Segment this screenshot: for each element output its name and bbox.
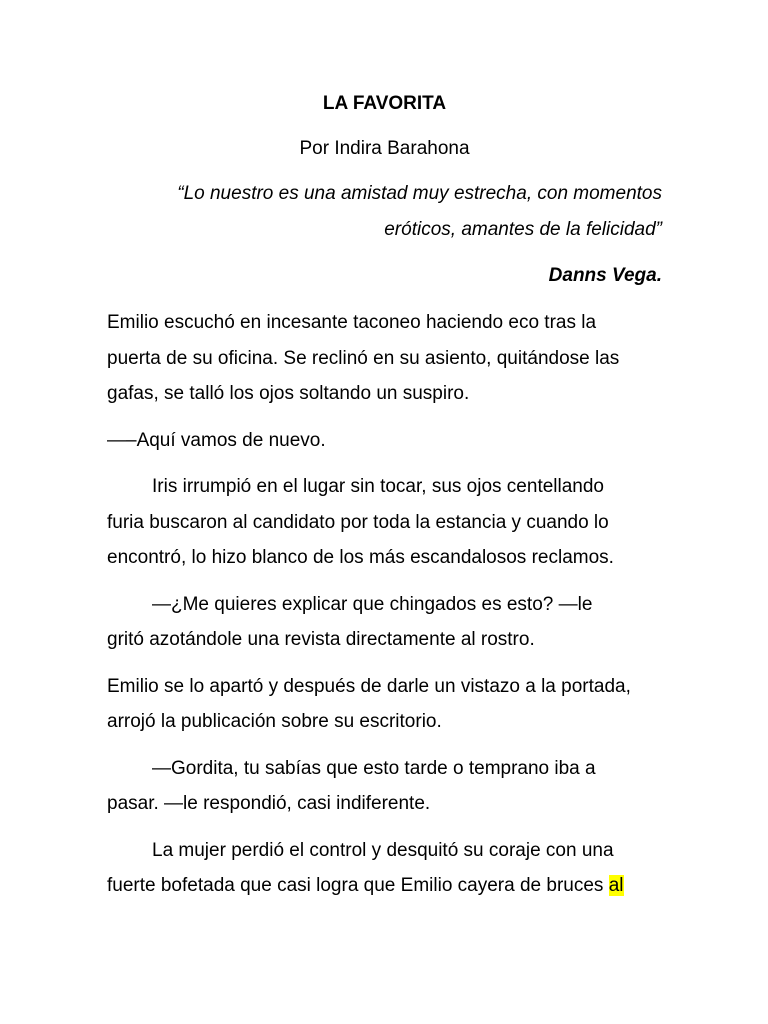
paragraph [107, 587, 662, 658]
paragraph [107, 423, 662, 459]
highlighted-word: al [608, 875, 624, 896]
paragraph [107, 833, 662, 904]
paragraph-line: gritó azotándole una revista directamente al rostro. [107, 629, 535, 650]
paragraph-line: Iris irrumpió en el lugar sin tocar, sus ojos centellando [152, 476, 605, 497]
epigraph-quote [107, 176, 662, 248]
epigraph-line: “Lo nuestro es una amistad muy estrecha, con momentos [177, 183, 662, 204]
paragraph [107, 469, 662, 576]
paragraph [107, 305, 662, 412]
epigraph-line: eróticos, amantes de la felicidad” [384, 219, 662, 240]
paragraph-line: encontró, lo hizo blanco de los más escandalosos reclamos. [107, 547, 614, 568]
document-title: LA FAVORITA [322, 93, 447, 114]
paragraph-line: Emilio se lo apartó y después de darle un vistazo a la portada, [107, 675, 631, 697]
epigraph-attribution: Danns Vega. [548, 265, 662, 286]
paragraph-line: pasar. —le respondió, casi indiferente. [107, 793, 431, 814]
paragraph-line: La mujer perdió el control y desquitó su coraje con una [152, 839, 614, 861]
paragraph [107, 751, 662, 822]
paragraph-line: furia buscaron al candidato por toda la estancia y cuando lo [107, 511, 609, 533]
paragraph-line: Emilio escuchó en incesante taconeo haciendo eco tras la [107, 312, 597, 333]
paragraph-line: arrojó la publicación sobre su escritorio. [107, 711, 442, 732]
paragraph [107, 669, 662, 740]
paragraph-line: —–Aquí vamos de nuevo. [107, 429, 326, 451]
document-page [107, 88, 662, 904]
paragraph-line-with-highlight [107, 868, 662, 904]
paragraph-line: puerta de su oficina. Se reclinó en su asiento, quitándose las [107, 347, 620, 369]
paragraph-line-text: fuerte bofetada que casi logra que Emilio cayera de bruces [107, 875, 609, 896]
paragraph-line: gafas, se talló los ojos soltando un suspiro. [107, 383, 470, 404]
paragraph-line: —¿Me quieres explicar que chingados es esto? —le [152, 593, 593, 615]
paragraph-line: —Gordita, tu sabías que esto tarde o temprano iba a [152, 757, 596, 779]
author-line: Por Indira Barahona [299, 138, 470, 159]
